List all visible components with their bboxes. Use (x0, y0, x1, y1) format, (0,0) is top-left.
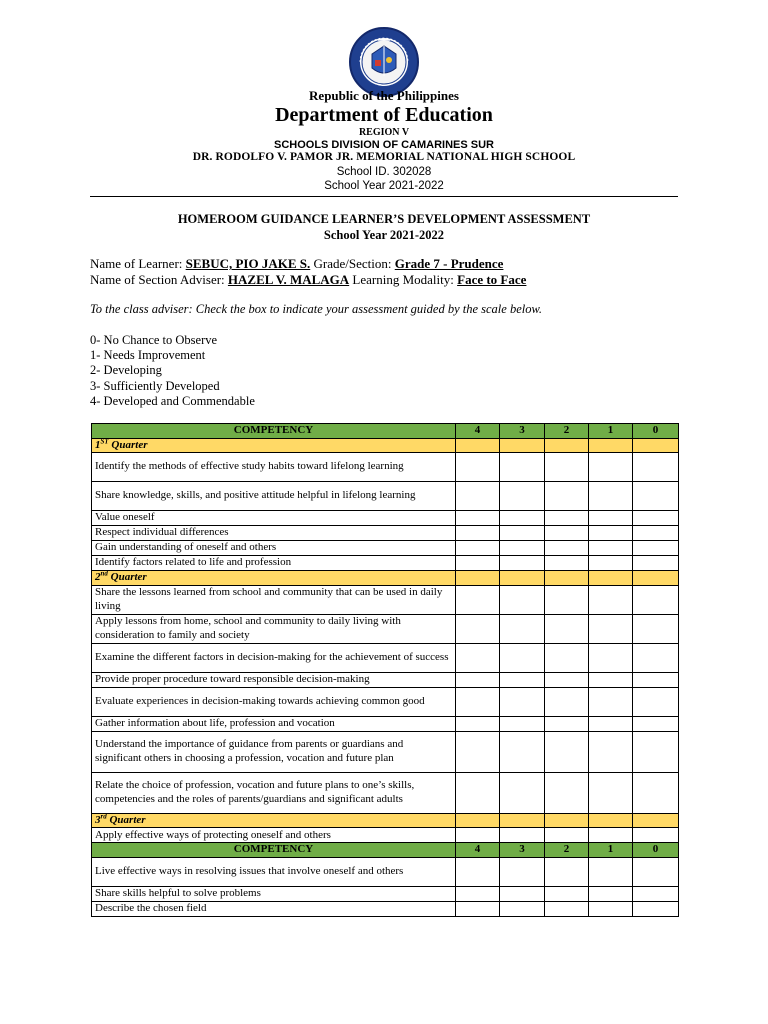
rating-checkbox-2[interactable] (545, 453, 589, 482)
rating-checkbox-3[interactable] (500, 614, 545, 643)
school-id: School ID. 302028 (336, 166, 432, 178)
competency-text: Value oneself (92, 511, 456, 526)
rating-checkbox-0[interactable] (633, 511, 679, 526)
rating-checkbox-2[interactable] (545, 511, 589, 526)
rating-checkbox-4[interactable] (456, 731, 500, 772)
rating-checkbox-3[interactable] (500, 857, 545, 886)
rating-checkbox-4[interactable] (456, 672, 500, 687)
rating-checkbox-3[interactable] (500, 585, 545, 614)
rating-checkbox-0[interactable] (633, 643, 679, 672)
competency-row (92, 643, 679, 672)
rating-checkbox-0[interactable] (633, 585, 679, 614)
learner-name: SEBUC, PIO JAKE S. (185, 256, 311, 271)
rating-checkbox-2[interactable] (545, 614, 589, 643)
competency-text: Share skills helpful to solve problems (92, 886, 456, 901)
quarter-rating-cell (456, 438, 500, 453)
competency-text: Describe the chosen field (92, 901, 456, 916)
quarter-label: 3rd Quarter (92, 813, 456, 828)
rating-checkbox-2[interactable] (545, 541, 589, 556)
quarter-rating-cell (545, 571, 589, 586)
rating-checkbox-2[interactable] (545, 585, 589, 614)
competency-text: Apply lessons from home, school and community to daily living with consideration to family and society (92, 614, 456, 643)
quarter-rating-cell (456, 571, 500, 586)
competency-text: Share the lessons learned from school and community that can be used in daily living (92, 585, 456, 614)
region-heading: REGION V (358, 127, 410, 138)
competency-text: Examine the different factors in decision-making for the achievement of success (92, 643, 456, 672)
rating-checkbox-4[interactable] (456, 901, 500, 916)
quarter-row (92, 438, 679, 453)
rating-checkbox-2[interactable] (545, 672, 589, 687)
rating-header-4: 4 (456, 843, 500, 858)
rating-checkbox-3[interactable] (500, 772, 545, 813)
school-name: DR. RODOLFO V. PAMOR JR. MEMORIAL NATIONAL HIGH SCHOOL (192, 151, 576, 163)
rating-checkbox-2[interactable] (545, 556, 589, 571)
quarter-rating-cell (589, 571, 633, 586)
department-heading: Department of Education (275, 104, 493, 126)
rating-checkbox-0[interactable] (633, 541, 679, 556)
grade-label: Grade/Section: (313, 256, 392, 271)
header-divider (90, 196, 678, 197)
rating-checkbox-1[interactable] (589, 643, 633, 672)
rating-checkbox-1[interactable] (589, 541, 633, 556)
rating-checkbox-3[interactable] (500, 453, 545, 482)
scale-item: 2- Developing (90, 363, 162, 378)
rating-checkbox-2[interactable] (545, 687, 589, 716)
competency-text: Relate the choice of profession, vocation and future plans to one’s skills, competencies and the roles of parents/guardians and significant adults (92, 772, 456, 813)
rating-checkbox-2[interactable] (545, 526, 589, 541)
competency-text: Identify factors related to life and profession (92, 556, 456, 571)
competency-text: Respect individual differences (92, 526, 456, 541)
rating-checkbox-2[interactable] (545, 901, 589, 916)
adviser-label: Name of Section Adviser: (90, 272, 225, 287)
competency-text: Gather information about life, profession and vocation (92, 716, 456, 731)
rating-checkbox-2[interactable] (545, 886, 589, 901)
table-header-row (92, 424, 679, 439)
competency-row (92, 585, 679, 614)
quarter-rating-cell (545, 813, 589, 828)
competency-text: Live effective ways in resolving issues that involve oneself and others (92, 857, 456, 886)
rating-header-3: 3 (500, 843, 545, 858)
quarter-rating-cell (633, 813, 679, 828)
rating-checkbox-2[interactable] (545, 482, 589, 511)
rating-checkbox-3[interactable] (500, 482, 545, 511)
rating-checkbox-1[interactable] (589, 482, 633, 511)
rating-checkbox-1[interactable] (589, 511, 633, 526)
quarter-label: 1ST Quarter (92, 438, 456, 453)
rating-checkbox-4[interactable] (456, 687, 500, 716)
rating-checkbox-4[interactable] (456, 886, 500, 901)
rating-checkbox-3[interactable] (500, 828, 545, 843)
rating-checkbox-0[interactable] (633, 857, 679, 886)
rating-checkbox-1[interactable] (589, 901, 633, 916)
learner-label: Name of Learner: (90, 256, 183, 271)
rating-checkbox-3[interactable] (500, 643, 545, 672)
quarter-rating-cell (589, 813, 633, 828)
competency-row (92, 731, 679, 772)
quarter-rating-cell (633, 438, 679, 453)
rating-checkbox-1[interactable] (589, 857, 633, 886)
rating-checkbox-3[interactable] (500, 716, 545, 731)
modality-label: Learning Modality: (352, 272, 454, 287)
rating-checkbox-3[interactable] (500, 511, 545, 526)
rating-checkbox-0[interactable] (633, 716, 679, 731)
competency-header: COMPETENCY (92, 424, 456, 439)
competency-row (92, 857, 679, 886)
competency-text: Gain understanding of oneself and others (92, 541, 456, 556)
table-header-row (92, 843, 679, 858)
quarter-row (92, 813, 679, 828)
rating-checkbox-4[interactable] (456, 511, 500, 526)
competency-row (92, 511, 679, 526)
rating-checkbox-3[interactable] (500, 731, 545, 772)
rating-checkbox-3[interactable] (500, 526, 545, 541)
rating-checkbox-0[interactable] (633, 772, 679, 813)
competency-row (92, 687, 679, 716)
rating-checkbox-2[interactable] (545, 828, 589, 843)
learner-info-line (90, 256, 503, 272)
rating-checkbox-4[interactable] (456, 482, 500, 511)
scale-item: 0- No Chance to Observe (90, 333, 218, 347)
rating-checkbox-4[interactable] (456, 453, 500, 482)
assessment-title: HOMEROOM GUIDANCE LEARNER’S DEVELOPMENT ASSESSMENT (177, 212, 591, 226)
competency-row (92, 453, 679, 482)
rating-checkbox-2[interactable] (545, 772, 589, 813)
rating-checkbox-4[interactable] (456, 857, 500, 886)
competency-row (92, 772, 679, 813)
rating-checkbox-2[interactable] (545, 731, 589, 772)
competency-row (92, 828, 679, 843)
rating-checkbox-1[interactable] (589, 453, 633, 482)
quarter-label: 2nd Quarter (92, 571, 456, 586)
quarter-rating-cell (633, 571, 679, 586)
rating-checkbox-1[interactable] (589, 687, 633, 716)
competency-table (91, 423, 679, 917)
rating-checkbox-3[interactable] (500, 901, 545, 916)
rating-checkbox-0[interactable] (633, 687, 679, 716)
quarter-rating-cell (456, 813, 500, 828)
rating-checkbox-4[interactable] (456, 772, 500, 813)
rating-checkbox-4[interactable] (456, 541, 500, 556)
rating-checkbox-3[interactable] (500, 556, 545, 571)
competency-row (92, 614, 679, 643)
rating-checkbox-0[interactable] (633, 828, 679, 843)
grade-section: Grade 7 - Prudence (394, 256, 504, 271)
rating-checkbox-1[interactable] (589, 886, 633, 901)
rating-checkbox-2[interactable] (545, 716, 589, 731)
rating-checkbox-1[interactable] (589, 672, 633, 687)
quarter-rating-cell (500, 813, 545, 828)
division-heading: SCHOOLS DIVISION OF CAMARINES SUR (273, 139, 495, 151)
adviser-instruction: To the class adviser: Check the box to indicate your assessment guided by the scale below. (90, 302, 542, 316)
rating-checkbox-0[interactable] (633, 901, 679, 916)
rating-checkbox-4[interactable] (456, 585, 500, 614)
competency-text: Evaluate experiences in decision-making towards achieving common good (92, 687, 456, 716)
rating-checkbox-0[interactable] (633, 526, 679, 541)
learning-modality: Face to Face (457, 272, 527, 287)
rating-header-2: 2 (545, 424, 589, 439)
rating-checkbox-1[interactable] (589, 731, 633, 772)
rating-checkbox-3[interactable] (500, 886, 545, 901)
competency-text: Understand the importance of guidance from parents or guardians and significant others in choosing a profession, vocation and future plan (92, 731, 456, 772)
school-year: School Year 2021-2022 (324, 180, 444, 192)
competency-text: Share knowledge, skills, and positive attitude helpful in lifelong learning (92, 482, 456, 511)
competency-row (92, 886, 679, 901)
rating-header-1: 1 (589, 424, 633, 439)
rating-checkbox-1[interactable] (589, 585, 633, 614)
rating-checkbox-1[interactable] (589, 614, 633, 643)
rating-checkbox-3[interactable] (500, 541, 545, 556)
rating-checkbox-1[interactable] (589, 716, 633, 731)
assessment-school-year: School Year 2021-2022 (323, 228, 445, 242)
rating-checkbox-4[interactable] (456, 643, 500, 672)
rating-checkbox-3[interactable] (500, 672, 545, 687)
rating-checkbox-4[interactable] (456, 556, 500, 571)
quarter-rating-cell (500, 571, 545, 586)
competency-row (92, 482, 679, 511)
rating-checkbox-2[interactable] (545, 643, 589, 672)
rating-checkbox-1[interactable] (589, 556, 633, 571)
adviser-name: HAZEL V. MALAGA (227, 272, 350, 287)
rating-checkbox-2[interactable] (545, 857, 589, 886)
adviser-info-line (90, 272, 526, 288)
rating-checkbox-4[interactable] (456, 614, 500, 643)
competency-text: Provide proper procedure toward responsible decision-making (92, 672, 456, 687)
competency-text: Identify the methods of effective study habits toward lifelong learning (92, 453, 456, 482)
rating-scale (90, 333, 255, 409)
competency-row (92, 901, 679, 916)
rating-header-0: 0 (633, 424, 679, 439)
competency-text: Apply effective ways of protecting oneself and others (92, 828, 456, 843)
rating-header-3: 3 (500, 424, 545, 439)
scale-item: 3- Sufficiently Developed (90, 378, 220, 393)
rating-checkbox-0[interactable] (633, 614, 679, 643)
competency-header: COMPETENCY (92, 843, 456, 858)
competency-row (92, 526, 679, 541)
competency-row (92, 541, 679, 556)
competency-row (92, 716, 679, 731)
rating-header-2: 2 (545, 843, 589, 858)
rating-checkbox-1[interactable] (589, 526, 633, 541)
rating-header-4: 4 (456, 424, 500, 439)
rating-checkbox-0[interactable] (633, 886, 679, 901)
rating-checkbox-0[interactable] (633, 731, 679, 772)
republic-heading: Republic of the Philippines (309, 88, 459, 103)
rating-checkbox-0[interactable] (633, 672, 679, 687)
rating-checkbox-0[interactable] (633, 556, 679, 571)
rating-checkbox-4[interactable] (456, 716, 500, 731)
quarter-rating-cell (545, 438, 589, 453)
rating-checkbox-0[interactable] (633, 453, 679, 482)
scale-item: 4- Developed and Commendable (90, 393, 255, 408)
competency-row (92, 556, 679, 571)
scale-item: 1- Needs Improvement (90, 348, 206, 363)
quarter-rating-cell (500, 438, 545, 453)
rating-checkbox-0[interactable] (633, 482, 679, 511)
rating-header-0: 0 (633, 843, 679, 858)
rating-checkbox-1[interactable] (589, 772, 633, 813)
rating-checkbox-1[interactable] (589, 828, 633, 843)
quarter-rating-cell (589, 438, 633, 453)
competency-row (92, 672, 679, 687)
rating-checkbox-4[interactable] (456, 526, 500, 541)
rating-checkbox-3[interactable] (500, 687, 545, 716)
rating-checkbox-4[interactable] (456, 828, 500, 843)
rating-header-1: 1 (589, 843, 633, 858)
quarter-row (92, 571, 679, 586)
